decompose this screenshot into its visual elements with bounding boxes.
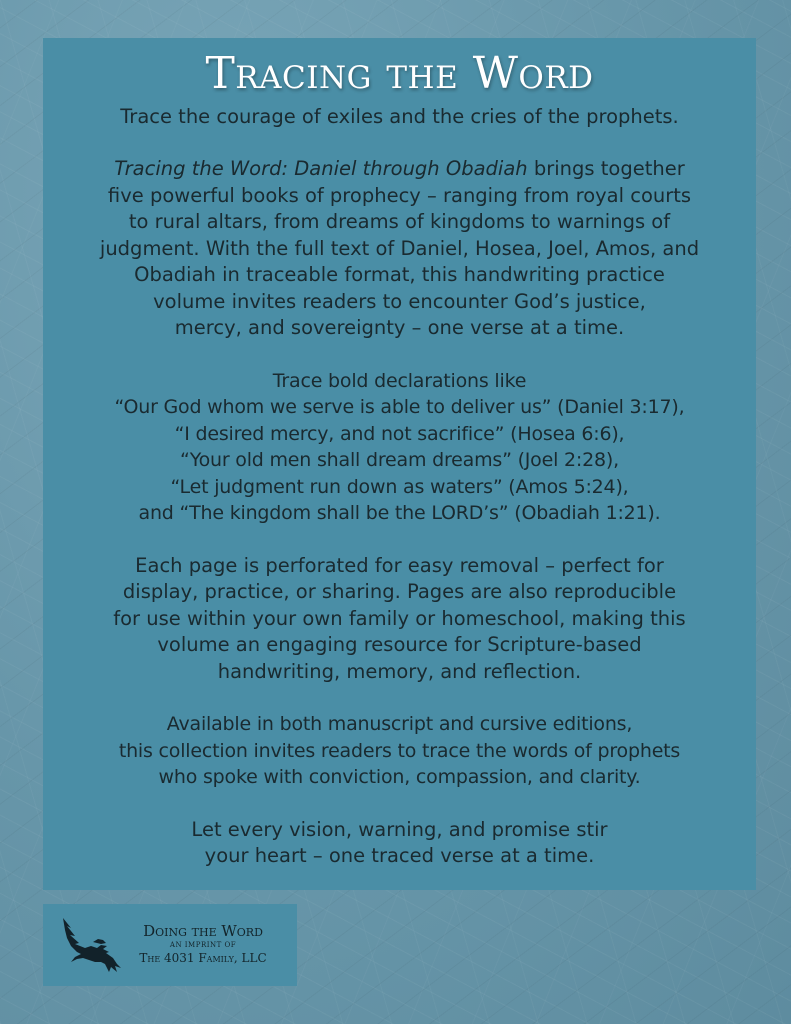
intro-line: judgment. With the full text of Daniel, Hosea, Joel, Amos, and <box>99 236 700 260</box>
publisher-text <box>115 922 291 966</box>
book-title-italic: Tracing the Word: Daniel through Obadiah <box>114 157 528 180</box>
editions-line: Available in both manuscript and cursive editions, <box>166 713 633 735</box>
editions-paragraph <box>43 711 756 791</box>
quotes-line: “Our God whom we serve is able to deliver us” (Daniel 3:17), <box>114 396 685 418</box>
perforated-line: Each page is perforated for easy removal – perfect for <box>135 553 664 577</box>
publisher-org: The 4031 Family, LLC <box>139 951 267 965</box>
page-title: Tracing the Word <box>205 48 594 99</box>
quotes-line: “Let judgment run down as waters” (Amos 5:24), <box>170 475 629 498</box>
intro-paragraph <box>43 156 756 342</box>
intro-line: Tracing the Word: Daniel through Obadiah brings together <box>114 157 685 180</box>
quotes-paragraph <box>43 368 756 527</box>
intro-line: five powerful books of prophecy – ranging from royal courts <box>107 183 692 207</box>
perforated-line: display, practice, or sharing. Pages are also reproducible <box>122 580 677 603</box>
perforated-line: handwriting, memory, and reflection. <box>217 659 582 683</box>
intro-line: volume invites readers to encounter God’s justice, <box>153 289 646 313</box>
publisher-name: Doing the Word <box>143 922 263 940</box>
quotes-line: Trace bold declarations like <box>272 369 527 392</box>
editions-line: who spoke with conviction, compassion, and clarity. <box>158 766 641 788</box>
perforated-line: for use within your own family or homeschool, making this <box>113 606 686 630</box>
closing-line: Let every vision, warning, and promise stir <box>191 817 608 841</box>
publisher-logo <box>43 904 297 986</box>
intro-line: to rural altars, from dreams of kingdoms to warnings of <box>128 210 671 233</box>
intro-line: mercy, and sovereignty – one verse at a time. <box>174 316 625 339</box>
editions-line: this collection invites readers to trace the words of prophets <box>118 739 681 762</box>
closing-paragraph <box>43 817 756 870</box>
quotes-line: and “The kingdom shall be the LORD’s” (Obadiah 1:21). <box>138 502 661 524</box>
intro-line: Obadiah in traceable format, this handwriting practice <box>134 263 665 286</box>
description-panel <box>43 38 756 890</box>
perforated-paragraph <box>43 553 756 686</box>
quotes-line: “Your old men shall dream dreams” (Joel 2:28), <box>180 449 619 471</box>
tagline: Trace the courage of exiles and the cries of the prophets. <box>120 105 679 128</box>
quotes-line: “I desired mercy, and not sacrifice” (Hosea 6:6), <box>174 422 625 445</box>
publisher-imprint-label: AN IMPRINT OF <box>169 941 237 949</box>
closing-line: your heart – one traced verse at a time. <box>204 844 595 867</box>
perforated-line: volume an engaging resource for Scripture-based <box>157 633 642 656</box>
